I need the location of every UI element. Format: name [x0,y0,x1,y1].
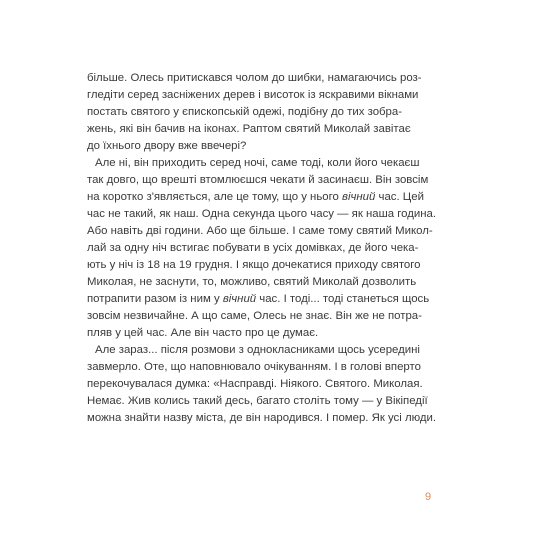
text-line-2: гледіти серед засніжених дерев і висоток із яскравими вікнами [87,89,419,101]
text-line-16: пляв у цей час. Але він часто про це думає. [87,327,319,339]
text-line-14-a: потрапити разом із ним у [87,293,223,305]
text-line-20: Немає. Жив колись такий десь, багато століть тому — у Вікіпедії [87,395,428,407]
page-number: 9 [425,491,432,503]
text-line-19: перекочувалася думка: «Насправді. Ніякого. Святого. Миколая. [87,378,423,390]
text-line-10: Або навіть дві години. Або ще більше. І саме тому святий Микол- [87,225,433,237]
text-line-14-b: час. І тоді... тоді станеться щось [256,293,430,305]
text-line-12: ють у ніч із 18 на 19 грудня. І якщо дочекатися приходу святого [87,259,421,271]
text-line-7: так довго, що врешті втомлюєшся чекати й засинаєш. Він зовсім [87,174,429,186]
text-line-8-a: на коротко з'являється, але це тому, що у нього [87,191,343,203]
body-text [87,70,455,427]
text-line-11: лай за одну ніч встигає побувати в усіх домівках, де його чека- [87,242,419,254]
text-line-8-italic: вічний [342,191,376,203]
text-line-3: постать святого у єпископській одежі, подібну до тих зобра- [87,106,403,118]
text-line-4: жень, які він бачив на іконах. Раптом святий Миколай завітає [87,123,411,135]
text-line-1: більше. Олесь притискався чолом до шибки, намагаючись роз- [87,72,422,84]
text-line-15: зовсім незвичайне. А що саме, Олесь не знає. Він же не потра- [87,310,422,322]
text-line-18: завмерло. Оте, що наповнювало очікуванням. І в голові вперто [87,361,421,373]
text-line-8 [87,189,455,206]
text-line-17: Але зараз... після розмови з однокласниками щось усередині [95,344,420,356]
text-line-13: Миколая, не заснути, то, можливо, святий Миколай дозволить [87,276,417,288]
text-line-6: Але ні, він приходить серед ночі, саме тоді, коли його чекаєш [95,157,420,169]
text-line-14 [87,291,455,308]
text-line-8-b: час. Цей [375,191,424,203]
text-line-14-italic: вічний [222,293,257,305]
text-line-21: можна знайти назву міста, де він народився. І помер. Як усі люди. [87,412,437,424]
text-line-5: до їхнього двору вже ввечері? [87,140,247,152]
text-line-9: час не такий, як наш. Одна секунда цього часу — як наша година. [87,208,437,220]
